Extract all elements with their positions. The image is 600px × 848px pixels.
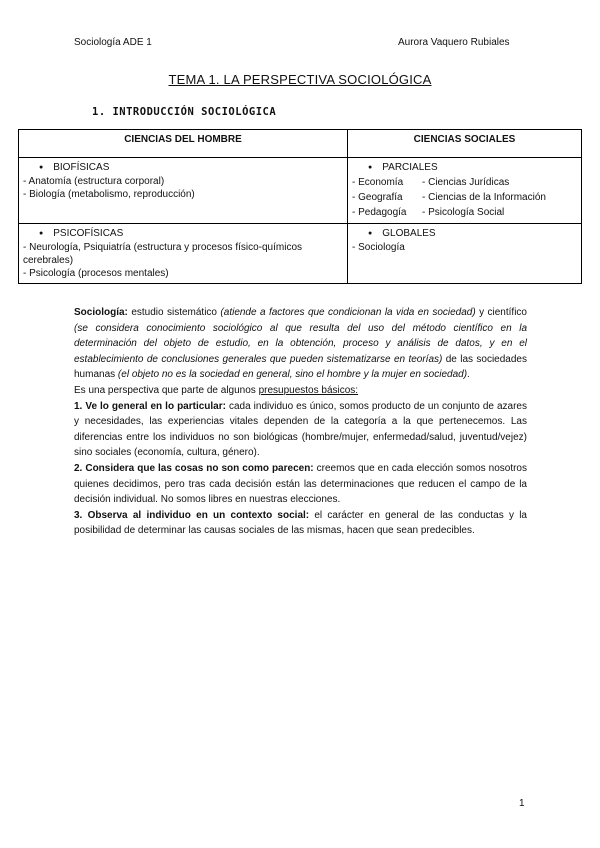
list-item: - Pedagogía (352, 207, 407, 218)
text-span: estudio sistemático (127, 307, 221, 318)
intro-text: Es una perspectiva que parte de algunos (74, 384, 259, 396)
list-item: - Anatomía (estructura corporal) (23, 176, 165, 187)
definition-paragraph (74, 305, 527, 539)
list-item: - Economía (352, 177, 404, 188)
col-header-sociales: CIENCIAS SOCIALES (348, 130, 582, 158)
bullet-psicofisicas: ● PSICOFÍSICAS (23, 227, 343, 241)
cell-globales (348, 224, 582, 284)
list-item: - Psicología (procesos mentales) (23, 268, 169, 279)
bullet-parciales: ● PARCIALES (352, 161, 577, 175)
list-item: - Sociología (352, 242, 405, 253)
definition-term: Sociología: (74, 307, 128, 318)
bullet-biofisicas: ● BIOFÍSICAS (23, 161, 343, 175)
point-2-body: creemos que en cada elección somos nosotros quienes decidimos, pero tras cada decisión están las determinaciones que reducen el campo de la decisión individual. No somos libres en nuestras elecciones. (74, 462, 527, 506)
italic-span: (se considera conocimiento sociológico al que resulta del uso del método científico en la determinación del objeto de estudio, en la obtención, proceso y análisis de datos, y en el establecimiento de conclusiones generales que pueden sistematizarse en teorías) (74, 322, 527, 365)
list-item: - Psicología Social (422, 207, 505, 218)
page-title: TEMA 1. LA PERSPECTIVA SOCIOLÓGICA (168, 72, 432, 87)
col-header-hombre: CIENCIAS DEL HOMBRE (19, 130, 348, 158)
italic-span: (atiende a factores que condicionan la vida en sociedad) (220, 307, 476, 318)
intro-underlined: presupuestos básicos: (258, 384, 359, 396)
point-1-head: 1. Ve lo general en lo particular: (74, 400, 226, 412)
sciences-table (18, 129, 582, 284)
text-span: y científico (475, 307, 527, 318)
point-2-head: 2. Considera que las cosas no son como parecen: (74, 462, 314, 474)
list-item: - Ciencias de la Información (422, 192, 546, 203)
text-span: . (467, 369, 470, 381)
list-item: - Geografía (352, 192, 403, 203)
cell-biofisicas (19, 158, 348, 224)
list-item: - Biología (metabolismo, reproducción) (23, 189, 195, 200)
point-3-head: 3. Observa al individuo en un contexto social: (74, 509, 310, 521)
parciales-grid (352, 175, 577, 220)
cell-parciales (348, 158, 582, 224)
page-number: 1 (519, 798, 525, 809)
point-3-body: el carácter en general de las conductas y la posibilidad de determinar las causas sociales de las mismas, hacen que sean predecibles. (74, 509, 527, 537)
header-right: Aurora Vaquero Rubiales (398, 37, 510, 48)
cell-psicofisicas (19, 224, 348, 284)
bullet-globales: ● GLOBALES (352, 227, 577, 241)
header-left: Sociología ADE 1 (74, 37, 152, 48)
list-item: - Ciencias Jurídicas (422, 177, 510, 188)
list-item: - Neurología, Psiquiatría (estructura y procesos físico-químicos cerebrales) (23, 242, 302, 266)
section-heading: 1. INTRODUCCIÓN SOCIOLÓGICA (92, 106, 277, 118)
text-span: de las sociedades humanas (74, 353, 527, 381)
italic-span: (el objeto no es la sociedad en general, sino el hombre y la mujer en sociedad) (117, 369, 468, 381)
point-1-body: cada individuo es único, somos producto de un conjunto de azares y necesidades, las experiencias vitales dependen de la categoría a la que pertenecemos. Las diferencias entre los individuos no son biológicas (hombre/mujer, enfermedad/salud, juventud/vejez) sino sociales (economía, cultura, género). (74, 400, 527, 459)
